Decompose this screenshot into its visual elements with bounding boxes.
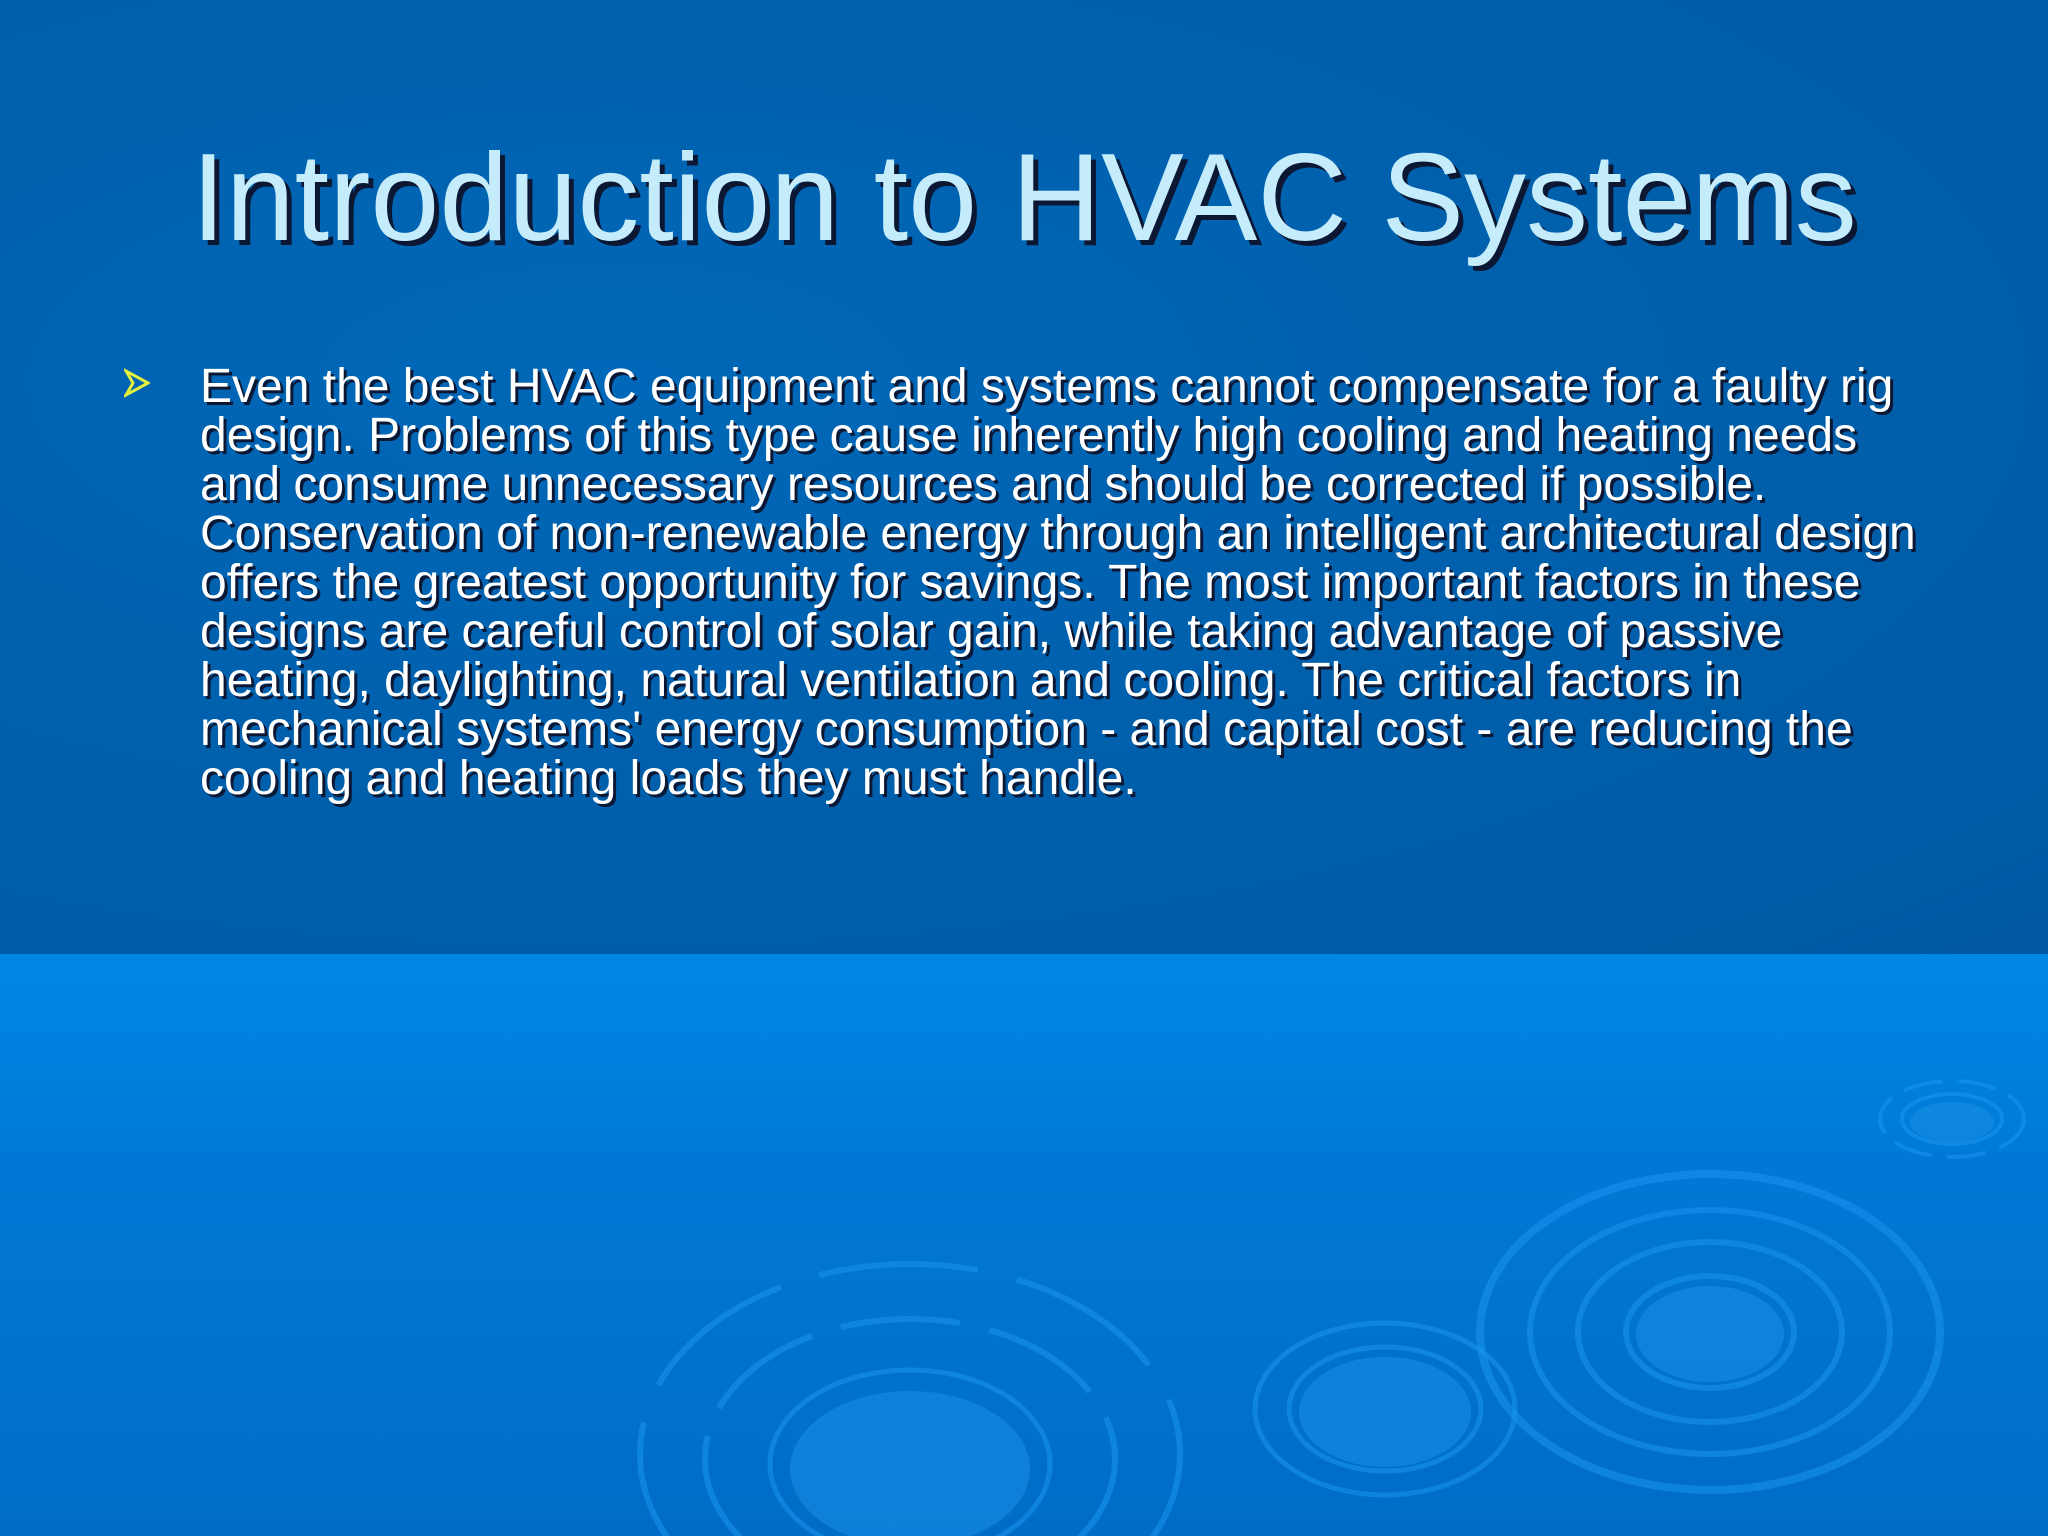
arrowhead-bullet-icon (124, 368, 150, 398)
bullet-text: Even the best HVAC equipment and systems cannot compensate for a faulty rig design. Problems of this type cause inherently high cooling and heating needs and consume unnecessary resources and should be corrected if possible. Conservation of non-renewable energy through an intelligent architectural design offers the greatest opportunity for savings. The most important factors in these designs are careful control of solar gain, while taking advantage of passive heating, daylighting, natural ventilation and cooling. The critical factors in mechanical systems' energy consumption - and capital cost - are reducing the cooling and heating loads they must handle. (200, 360, 1916, 805)
slide-title: Introduction to HVAC Systems (191, 129, 1857, 267)
water-ripple-decoration (0, 954, 2048, 1536)
